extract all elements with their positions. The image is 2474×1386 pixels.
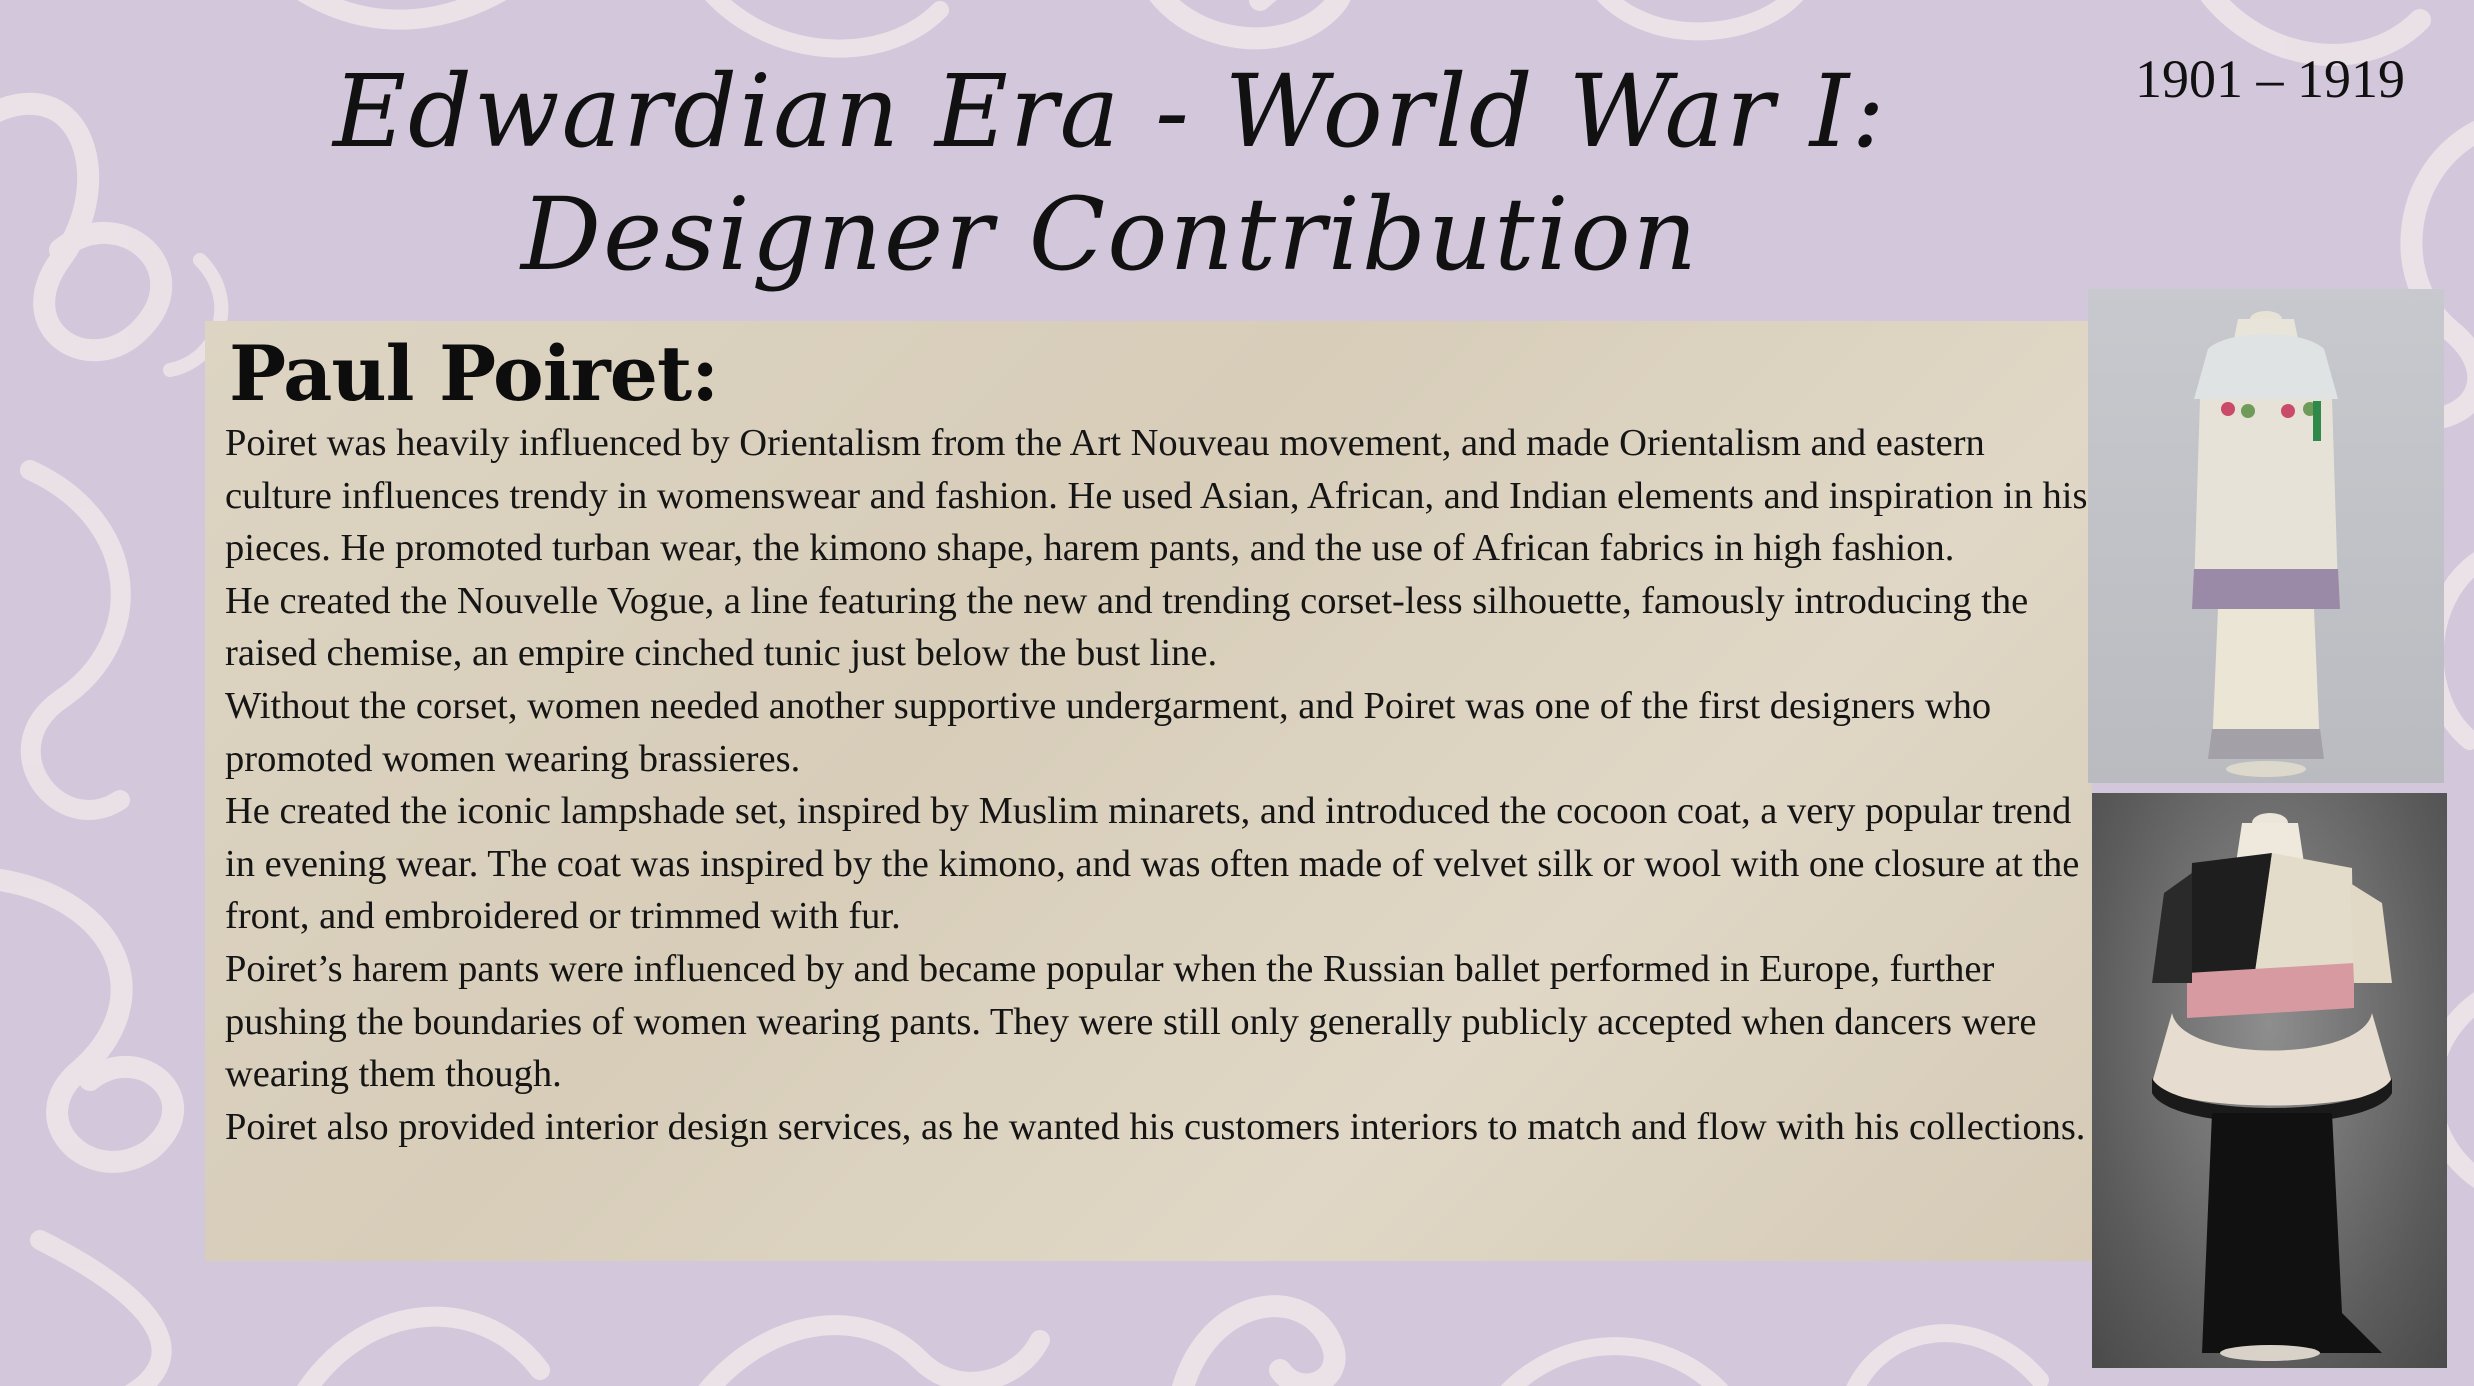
slide-title-line1: Edwardian Era - World War I: (333, 53, 1887, 170)
date-range: 1901 – 1919 (2135, 49, 2405, 109)
paragraph: Poiret’s harem pants were influenced by and became popular when the Russian ballet performed in Europe, further pushing the boundaries of women wearing pants. They were still only generally publicly accepted when dancers were wearing them though. (225, 947, 2037, 1096)
paragraph: Poiret also provided interior design services, as he wanted his customers interiors to match and flow with his collections. (225, 1105, 2086, 1148)
paragraph: He created the Nouvelle Vogue, a line featuring the new and trending corset-less silhouette, famously introducing the raised chemise, an empire cinched tunic just below the bust line. (225, 579, 2029, 675)
paragraph: Without the corset, women needed another supportive undergarment, and Poiret was one of the first designers who promoted women wearing brassieres. (225, 684, 1992, 780)
dress-photo-white (2088, 289, 2444, 783)
body-text (225, 417, 2095, 1153)
designer-heading: Paul Poiret: (229, 329, 719, 418)
slide-title-line2: Designer Contribution (520, 176, 1700, 293)
paragraph: He created the iconic lampshade set, inspired by Muslim minarets, and introduced the cocoon coat, a very popular trend in evening wear. The coat was inspired by the kimono, and was often made of velvet silk or wool with one closure at the front, and embroidered or trimmed with fur. (225, 790, 2080, 938)
paragraph: Poiret was heavily influenced by Orientalism from the Art Nouveau movement, and made Orientalism and eastern culture influences trendy in womenswear and fashion. He used Asian, African, and Indian elements and inspiration in his pieces. He promoted turban wear, the kimono shape, harem pants, and the use of African fabrics in high fashion. (225, 422, 2088, 570)
dress-photo-black (2092, 793, 2447, 1368)
content-panel (205, 321, 2092, 1261)
